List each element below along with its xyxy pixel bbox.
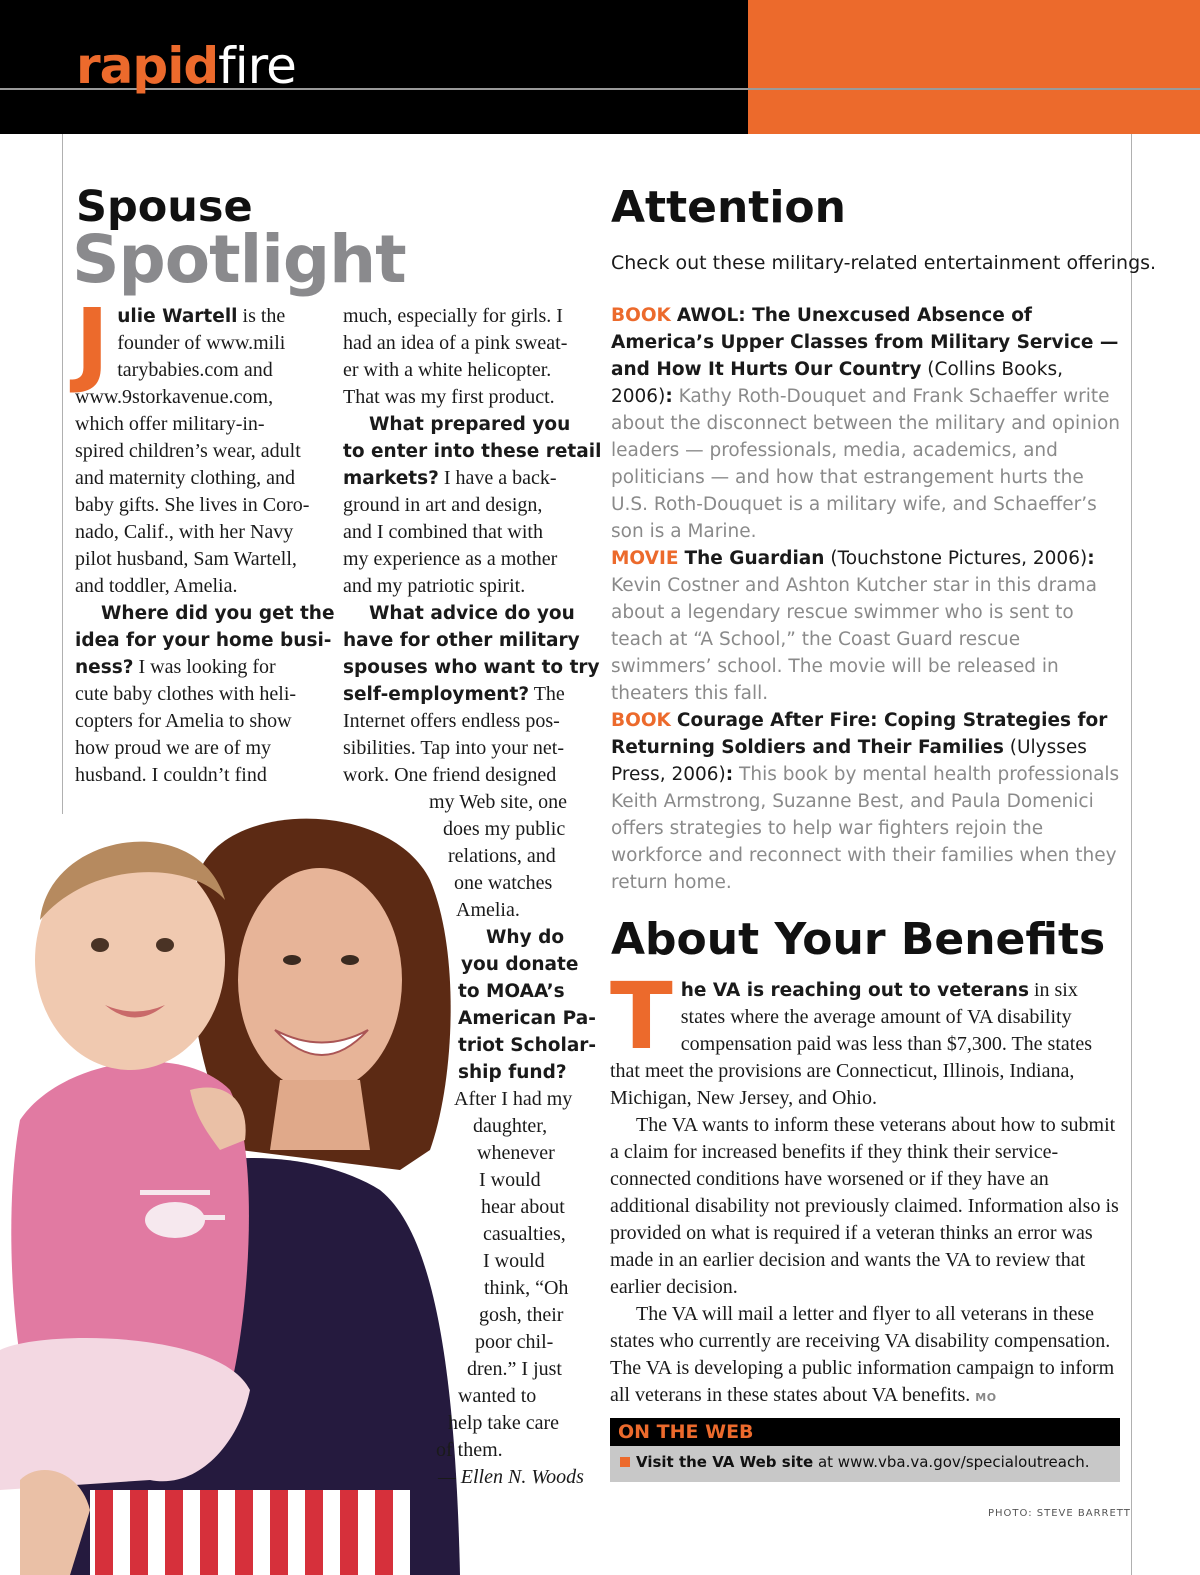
attention-intro: Check out these military-related entertainment offerings. [611, 252, 1157, 274]
photo-credit: PHOTO: STEVE BARRETT [988, 1508, 1131, 1519]
entry-tag: BOOK [611, 710, 671, 731]
question-line: What advice do you [369, 603, 575, 624]
entry-title: AWOL: The Unexcused Absence of America’s Upper Classes from Military Service — and How It Hurts Our Country [611, 305, 1119, 380]
text-line: hear about [481, 1196, 565, 1218]
benefits-lead: he VA is reaching out to veterans [680, 980, 1029, 1001]
text-line: is the [237, 305, 286, 327]
text-line: I was looking for [133, 656, 276, 678]
logo-fire: fire [218, 37, 296, 95]
text-line: founder of www.mili [117, 332, 286, 354]
byline: — Ellen N. Woods [438, 1466, 584, 1488]
entry-publisher: (Touchstone Pictures, 2006) [824, 548, 1088, 569]
benefits-paragraph-3 [610, 1301, 1122, 1411]
text-line: much, especially for girls. I [343, 305, 563, 327]
question-line: markets? [343, 468, 439, 489]
text-line: relations, and [448, 845, 556, 867]
bullet-square-icon [620, 1457, 630, 1467]
on-the-web-header: ON THE WEB [610, 1418, 1120, 1446]
question-line: self-employment? [343, 684, 530, 705]
entry-colon: : [665, 386, 673, 407]
web-link-url[interactable]: at www.vba.va.gov/specialoutreach. [813, 1453, 1090, 1471]
text-line: ground in art and design, [343, 494, 543, 516]
header-orange-block [748, 0, 1200, 134]
text-line: does my public [443, 818, 566, 840]
entry-description: This book by mental health professionals Keith Armstrong, Suzanne Best, and Paula Domenici offers strategies to help war fighters rejoin the workforce and reconnect with their families when they return home. [611, 764, 1120, 893]
web-link-label: Visit the VA Web site [636, 1453, 814, 1471]
question-line: What prepared you [369, 414, 571, 435]
text-line: gosh, their [479, 1304, 564, 1326]
entry-title: The Guardian [684, 548, 825, 569]
text-line: my experience as a mother [343, 548, 558, 570]
question-line: triot Scholar- [458, 1035, 597, 1056]
text-line: and maternity clothing, and [75, 467, 295, 489]
entry-description: Kathy Roth-Douquet and Frank Schaeffer write about the disconnect between the military and opinion leaders — professionals, media, academics, and politicians — and how that estrangement hurts the U.S. Roth-Douquet is a military wife, and Schaeffer’s son is a Marine. [611, 386, 1121, 542]
logo-rapid: rapid [76, 37, 219, 95]
text-line: Amelia. [456, 899, 520, 921]
question-line: Where did you get the [101, 603, 335, 624]
text-line: Internet offers endless pos- [343, 710, 560, 732]
attention-heading: Attention [611, 182, 846, 233]
paragraph-text: The VA will mail a letter and flyer to all veterans in these states who currently are receiving VA disability compensation. The VA is developing a public information campaign to inform all veterans in these states about VA benefits. [610, 1303, 1115, 1406]
dropcap-t: T [610, 963, 673, 1070]
text-line: pilot husband, Sam Wartell, [75, 548, 297, 570]
entry-guardian [611, 545, 1126, 707]
text-line: nado, Calif., with her Navy [75, 521, 294, 543]
entry-publisher: (Ulysses Press, 2006) [611, 737, 1087, 785]
question-line: spouses who want to try [343, 657, 600, 678]
benefits-paragraph-1 [610, 963, 1122, 1112]
paragraph-text: in six states where the average amount of VA disability compensation paid was less than $7,300. The states that meet the provisions are Connecticut, Illinois, Indiana, Michigan, New Jersey, and Ohio. [610, 979, 1092, 1109]
text-line: After I had my [454, 1088, 573, 1110]
question-line: American Pa- [458, 1008, 596, 1029]
text-line: I would [483, 1250, 545, 1272]
entry-tag: MOVIE [611, 548, 679, 569]
question-line: to MOAA’s [458, 981, 565, 1002]
benefits-body [610, 963, 1122, 1411]
text-line: had an idea of a pink sweat- [343, 332, 568, 354]
entry-title: Courage After Fire: Coping Strategies for Returning Soldiers and Their Families [611, 710, 1108, 758]
spotlight-column-2 [343, 303, 602, 1491]
text-line: That was my first product. [343, 386, 555, 408]
text-line: how proud we are of my [75, 737, 272, 759]
question-line: idea for your home busi- [75, 630, 332, 651]
text-line: www.9storkavenue.com, [75, 386, 274, 408]
spotlight-column-1 [75, 289, 335, 789]
text-line: husband. I couldn’t find [75, 764, 267, 786]
entry-description: Kevin Costner and Ashton Kutcher star in this drama about a legendary rescue swimmer who is sent to teach at “A School,” the Coast Guard rescue swimmers’ school. The movie will be released in theaters this fall. [611, 575, 1097, 704]
text-line: poor chil- [475, 1331, 554, 1353]
question-line: have for other military [343, 630, 580, 651]
spouse-heading: Spouse [76, 182, 253, 232]
entry-publisher: (Collins Books, 2006) [611, 359, 1063, 407]
question-line: ship fund? [458, 1062, 567, 1083]
text-line: casualties, [483, 1223, 566, 1245]
entry-courage-after-fire [611, 707, 1126, 896]
lead-name: ulie Wartell [117, 306, 238, 327]
entry-awol [611, 302, 1126, 545]
benefits-heading: About Your Benefits [611, 914, 1106, 965]
right-rule [1131, 134, 1132, 1575]
question-line: ness? [75, 657, 134, 678]
text-line: and I combined that with [343, 521, 543, 543]
text-line: my Web site, one [429, 791, 567, 813]
text-line: The [529, 683, 565, 705]
text-line: daughter, [473, 1115, 548, 1137]
text-line: and my patriotic spirit. [343, 575, 526, 597]
text-line: think, “Oh [484, 1277, 569, 1299]
benefits-paragraph-2: The VA wants to inform these veterans about how to submit a claim for increased benefits if they think their service-connected conditions have worsened or if they have an additional disability not previously claimed. Information also is provided on what is required if a veteran thinks an error was made in an earlier decision and wants the VA to review that earlier decision. [610, 1114, 1119, 1298]
section-logo [76, 36, 296, 96]
on-the-web-box [610, 1446, 1120, 1482]
text-line: I have a back- [438, 467, 557, 489]
question-line: you donate [461, 954, 579, 975]
text-line: and toddler, Amelia. [75, 575, 238, 597]
text-line: whenever [477, 1142, 555, 1164]
question-line: Why do [486, 927, 565, 948]
text-line: which offer military-in- [75, 413, 265, 435]
dropcap-j: J [75, 289, 110, 396]
entry-colon: : [725, 764, 734, 785]
question-line: to enter into these retail [343, 441, 602, 462]
text-line: of them. [436, 1439, 503, 1461]
left-rule [62, 134, 63, 814]
text-line: er with a white helicopter. [343, 359, 552, 381]
text-line: copters for Amelia to show [75, 710, 292, 732]
entry-colon: : [1087, 548, 1095, 569]
text-line: sibilities. Tap into your net- [343, 737, 564, 759]
text-line: work. One friend designed [343, 764, 557, 786]
entry-tag: BOOK [611, 305, 671, 326]
text-line: wanted to [458, 1385, 537, 1407]
text-line: dren.” I just [467, 1358, 562, 1380]
text-line: spired children’s wear, adult [75, 440, 301, 462]
text-line: baby gifts. She lives in Coro- [75, 494, 310, 516]
spotlight-heading: Spotlight [72, 221, 406, 298]
text-line: cute baby clothes with heli- [75, 683, 297, 705]
text-line: I would [479, 1169, 541, 1191]
text-line: one watches [454, 872, 553, 894]
text-line: tarybabies.com and [117, 359, 273, 381]
end-mark: MO [975, 1391, 997, 1404]
text-line: help take care [448, 1412, 560, 1434]
